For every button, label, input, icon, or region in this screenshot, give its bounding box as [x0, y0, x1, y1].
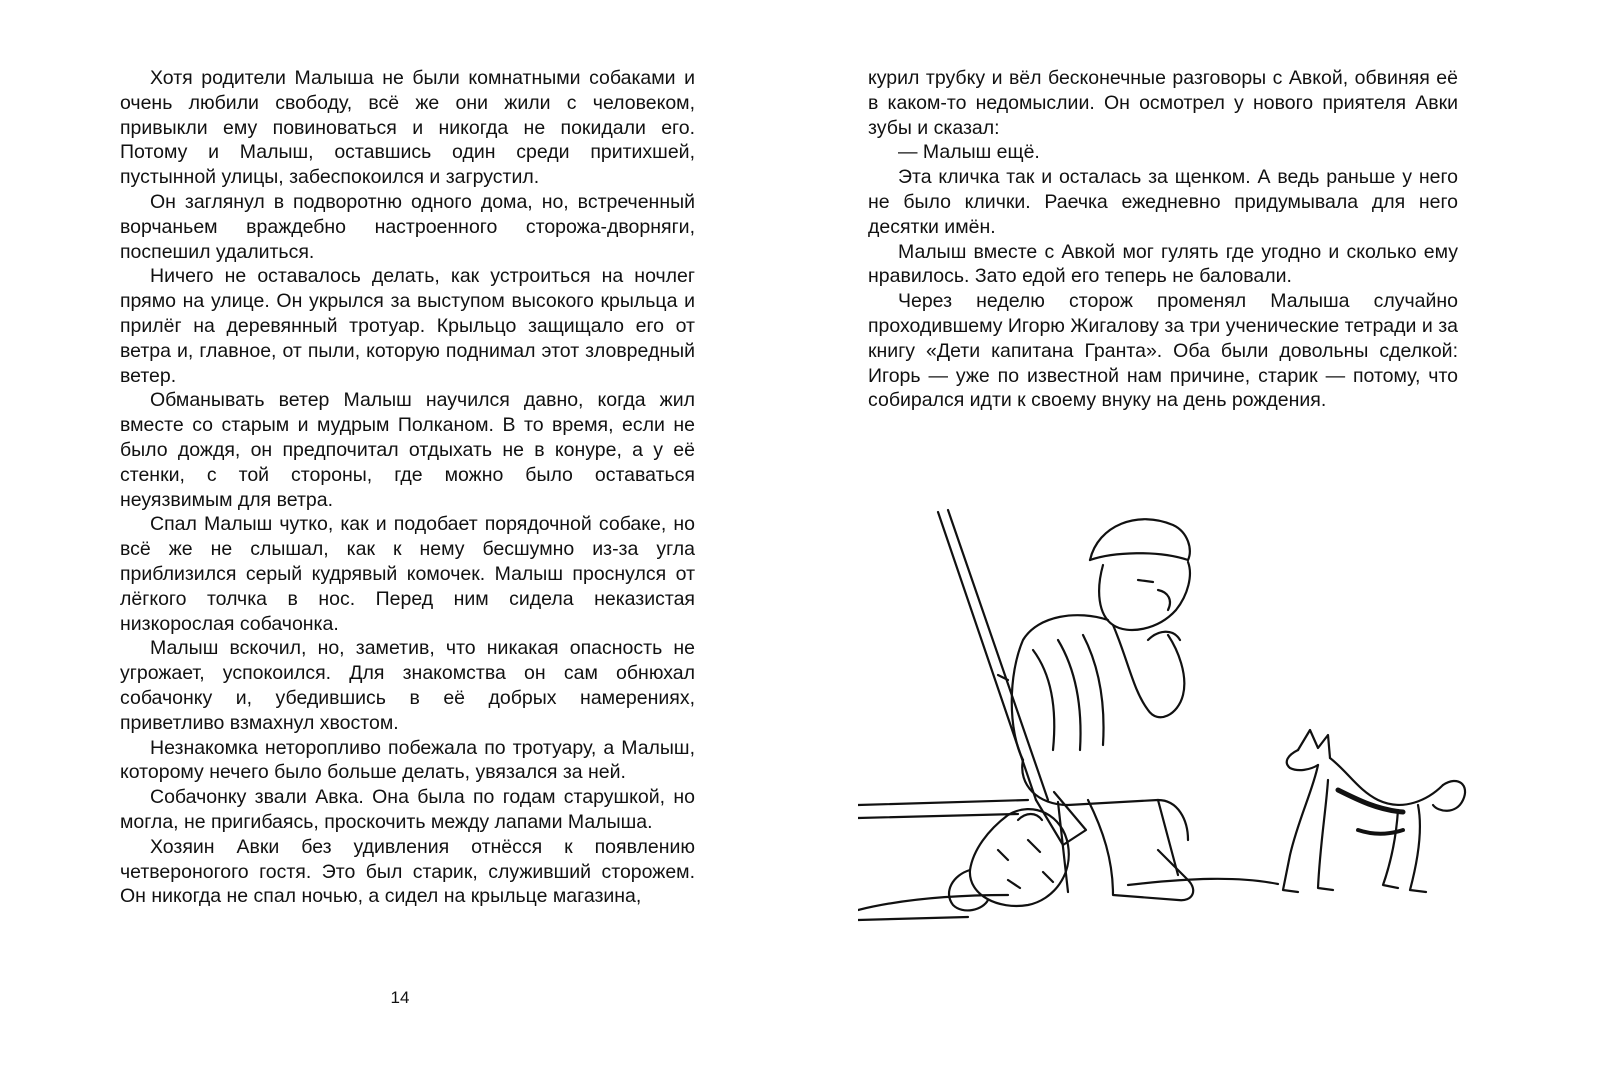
paragraph: Малыш вместе с Авкой мог гулять где угодно и сколько ему нравилось. Зато едой его теперь не баловали. — [868, 240, 1458, 288]
paragraph: Ничего не оставалось делать, как устроиться на ночлег прямо на улице. Он укрылся за выступом высокого крыльца и прилёг на деревянный тротуар. Крыльцо защищало его от ветра и, главное, от пыли, которую поднимал этот зловредный ветер. — [120, 265, 695, 387]
paragraph: Спал Малыш чутко, как и подобает порядочной собаке, но всё же не слышал, как к нему бесшумно из-за угла приблизился серый кудрявый комочек. Малыш проснулся от лёгкого толчка в нос. Перед ним сидела неказистая низкорослая собачонка. — [120, 513, 695, 635]
illustration-watchman-and-dogs — [858, 500, 1478, 970]
paragraph: — Малыш ещё. — [898, 141, 1040, 164]
watchman-figure — [1012, 519, 1193, 900]
husky-dog — [1283, 730, 1465, 892]
paragraph: Хотя родители Малыша не были комнатными собаками и очень любили свободу, всё же они жили с человеком, привыкли ему повиноваться и никогда не покидали его. Потому и Малыш, оставшись один среди притихшей, пустынной улицы, забеспокоился и загрустил. — [120, 67, 695, 189]
right-page-text — [868, 66, 1458, 413]
paragraph: Через неделю сторож променял Малыша случайно проходившему Игорю Жигалову за три ученические тетради и за книгу «Дети капитана Гранта». Оба были довольны сделкой: Игорь — уже по известной нам причине, старик — потому, что собирался идти к своему внуку на день рождения. — [868, 290, 1458, 412]
paragraph: Собачонку звали Авка. Она была по годам старушкой, но могла, не пригибаясь, проскочить между лапами Малыша. — [120, 786, 695, 833]
page-number: 14 — [390, 988, 410, 1007]
paragraph: Малыш вскочил, но, заметив, что никакая опасность не угрожает, успокоился. Для знакомства он сам обнюхал собачонку и, убедившись в её добрых намерениях, приветливо взмахнул хвостом. — [120, 637, 695, 734]
paragraph: Эта кличка так и осталась за щенком. А ведь раньше у него не было клички. Раечка ежедневно придумывала для него десятки имён. — [868, 166, 1458, 238]
left-page-text — [120, 66, 695, 909]
right-page — [800, 0, 1600, 1083]
paragraph: Незнакомка неторопливо побежала по тротуару, а Малыш, которому нечего было больше делать, увязался за ней. — [120, 736, 695, 784]
rifle — [938, 510, 1086, 845]
paragraph: Хозяин Авки без удивления отнёсся к появлению четвероногого гостя. Это был старик, служивший сторожем. Он никогда не спал ночью, а сидел на крыльце магазина, — [120, 835, 695, 908]
paragraph: Он заглянул в подворотню одного дома, но, встреченный ворчаньем враждебно настроенного сторожа-дворняги, поспешил удалиться. — [120, 190, 695, 263]
paragraph: Обманывать ветер Малыш научился давно, когда жил вместе со старым и мудрым Полканом. В то время, если не было дождя, он предпочитал отдыхать не в конуре, а у её стенки, с той стороны, где можно было оставаться неуязвимым для ветра. — [120, 389, 695, 511]
paragraph: курил трубку и вёл бесконечные разговоры с Авкой, обвиняя её в каком-то недомыслии. Он осмотрел у нового приятеля Авки зубы и сказал: — [868, 67, 1458, 139]
